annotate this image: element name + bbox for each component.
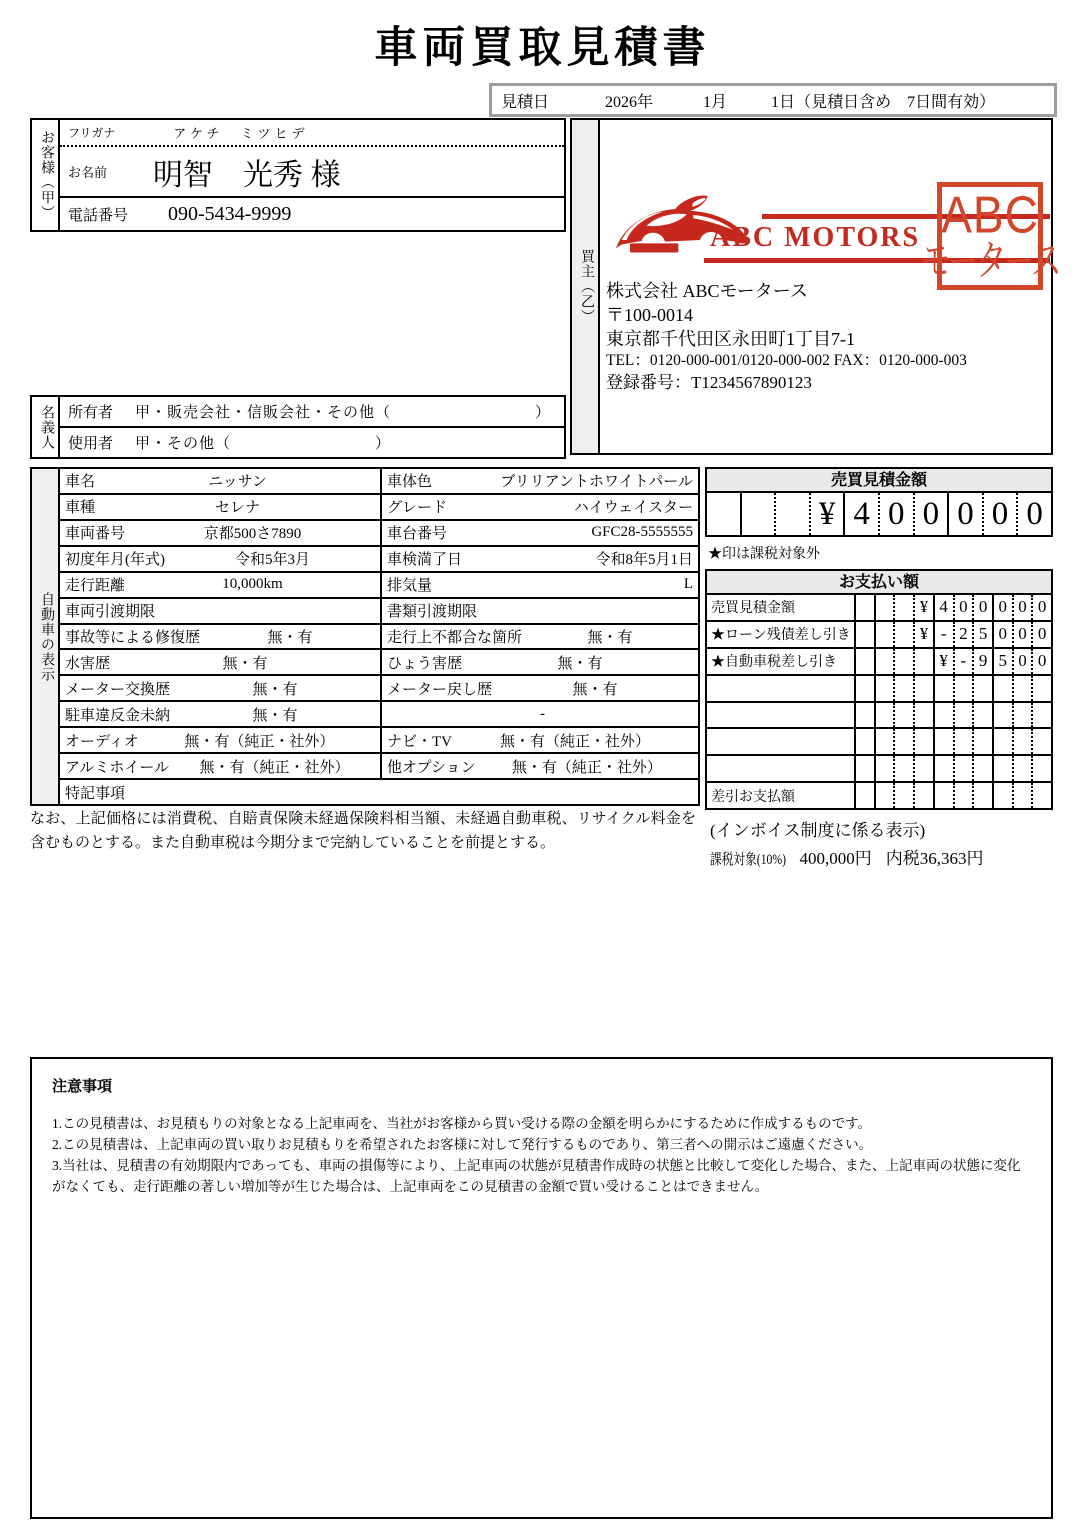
- payment-digit-cell: [915, 783, 935, 808]
- payment-digit-cell: 0: [1014, 649, 1034, 674]
- payment-digit-cell: 0: [1037, 624, 1047, 644]
- vehicle-field-label: 車名: [65, 474, 96, 491]
- payments-table: [705, 593, 1053, 810]
- estimate-amount-cell: 0: [880, 493, 915, 535]
- payment-digit-cell: 4: [935, 595, 955, 620]
- payment-digit-cell: [856, 622, 876, 647]
- payment-row: [707, 620, 1051, 647]
- payment-digit-cell: [955, 676, 975, 701]
- payment-digit-cell: [935, 729, 955, 754]
- vehicle-row: [60, 648, 698, 674]
- payment-digit-cell: [856, 595, 876, 620]
- vehicle-field-label: 車両番号: [65, 526, 126, 543]
- vehicle-field-label: グレード: [387, 500, 448, 517]
- payment-digit-cell: 0: [1037, 651, 1047, 671]
- name-label: お名前: [68, 165, 108, 180]
- estimate-date-box: [489, 83, 1057, 117]
- payment-digit-cell: [955, 703, 975, 728]
- payment-digit-cell: [876, 649, 896, 674]
- payment-row: [707, 595, 1051, 620]
- company-logo-text: ABC MOTORS: [710, 222, 921, 253]
- payment-digit-cell: [994, 703, 1014, 728]
- user-row: [60, 428, 564, 457]
- payment-digit-cell: ¥: [935, 649, 955, 674]
- payment-digit-cell: [1014, 756, 1034, 781]
- payment-digit-cell: [974, 703, 994, 728]
- vehicle-field-value: 無・有（純正・社外）: [199, 759, 350, 776]
- payment-digit-cell: [915, 649, 935, 674]
- payment-digit-cell: [994, 756, 1014, 781]
- vehicle-field-label: 駐車違反金未納: [65, 707, 171, 724]
- vehicle-row: [60, 597, 698, 623]
- tax-base-amount: 400,000円: [799, 849, 872, 868]
- payment-digit-cell: 0: [994, 595, 1014, 620]
- payment-digit-cell: ¥: [915, 595, 935, 620]
- payment-digit-cell: [876, 703, 896, 728]
- payment-digit-cell: ¥: [915, 622, 935, 647]
- notices-title: 注意事項: [52, 1079, 113, 1095]
- vehicle-row: [60, 545, 698, 571]
- estimate-amount-cell: 0: [984, 493, 1019, 535]
- payment-digit-cell: [935, 783, 955, 808]
- payment-digit-cell: [915, 703, 935, 728]
- payment-digit-cell: [1014, 729, 1034, 754]
- payment-digit-cell: -: [955, 649, 975, 674]
- vehicle-field-value: 京都500さ7890: [203, 526, 302, 543]
- customer-name-row: [60, 147, 564, 198]
- notice-item: 1.この見積書は、お見積もりの対象となる上記車両を、当社がお客様から買い受ける際の金額を明らかにするために作成するものです。: [52, 1116, 872, 1131]
- customer-name: 明智 光秀 様: [153, 158, 341, 192]
- vehicle-field-label: メーター戻し歴: [387, 681, 493, 698]
- payment-row: [707, 781, 1051, 808]
- payment-digit-cell: [974, 729, 994, 754]
- vehicle-field-value: 令和5年3月: [234, 552, 310, 569]
- payment-digit-cell: [876, 783, 896, 808]
- notice-items: [52, 1114, 1031, 1198]
- customer-phone: 090-5434-9999: [168, 202, 292, 225]
- payments-header: お支払い額: [705, 569, 1053, 595]
- payment-row-label: ★自動車税差し引き: [707, 649, 856, 674]
- payment-row: [707, 701, 1051, 728]
- vehicle-field-value: ニッサン: [208, 474, 267, 491]
- estimate-amount-header: 売買見積金額: [705, 467, 1053, 493]
- payment-digit-cell: [876, 622, 896, 647]
- payment-digit-cell: 5: [974, 622, 994, 647]
- vehicle-row: [60, 493, 698, 519]
- vehicle-field-value: 令和8年5月1日: [595, 552, 693, 569]
- payment-digit-cell: [955, 729, 975, 754]
- vehicle-field-value: 無・有: [572, 681, 618, 698]
- notice-item: 3.当社は、見積書の有効期限内であっても、車両の損傷等により、上記車両の状態が見積書作成時の状態と比較して変化した場合、また、上記車両の状態に変化がなくても、走行距離の著しい増加等が生じた場合は、上記車両をこの見積書の金額で買い受けることはできません。: [52, 1157, 1021, 1194]
- payment-digit-cell: [1014, 676, 1034, 701]
- payment-digit-cell: [895, 783, 915, 808]
- payment-digit-cell: [856, 649, 876, 674]
- payment-row-label: 売買見積金額: [707, 595, 856, 620]
- vehicle-field-label: アルミホイール: [65, 759, 170, 776]
- payment-digit-cell: [895, 649, 915, 674]
- vehicle-row: [60, 623, 698, 649]
- price-note: なお、上記価格には消費税、自賠責保険未経過保険料相当額、未経過自動車税、リサイクル料金を含むものとする。また自動車税は今期分まで完納していることを前提とする。: [30, 811, 696, 851]
- payment-digit-cell: [856, 729, 876, 754]
- payment-digit-cell: 5: [994, 649, 1014, 674]
- payment-digit-cell: [856, 783, 876, 808]
- payment-row-label: [707, 729, 856, 754]
- payment-row-label: [707, 703, 856, 728]
- payment-digit-cell: [876, 676, 896, 701]
- payment-row-label: [707, 676, 856, 701]
- vehicle-field-value: 10,000km: [222, 576, 283, 593]
- vehicle-field-value: 無・有: [222, 655, 268, 672]
- payment-row: [707, 674, 1051, 701]
- payment-digit-cell: [955, 783, 975, 808]
- estimate-date-validity: （見積日含め 7日間有効）: [795, 93, 996, 111]
- vehicle-row: [60, 469, 698, 493]
- vehicle-row: [60, 571, 698, 597]
- payment-digit-cell: [876, 756, 896, 781]
- payment-digit-cell: [1033, 756, 1051, 781]
- invoice-tax-line: [710, 844, 984, 869]
- estimate-date-month: 1月: [703, 93, 728, 111]
- payment-digit-cell: 0: [1014, 622, 1034, 647]
- company-seal: [920, 182, 1060, 290]
- buyer-company-name: 株式会社 ABCモータース: [606, 281, 808, 301]
- vehicle-row: [60, 700, 698, 726]
- payment-digit-cell: [876, 729, 896, 754]
- payment-digit-cell: -: [935, 622, 955, 647]
- customer-side-label: お客様（甲）: [32, 120, 60, 230]
- vehicle-field-label: 走行上不都合な箇所: [387, 629, 523, 646]
- payment-digit-cell: 0: [994, 622, 1014, 647]
- vehicle-row: [60, 674, 698, 700]
- payment-digit-cell: [876, 595, 896, 620]
- vehicle-field-value: ハイウェイスター: [573, 500, 693, 517]
- payment-digit-cell: [994, 676, 1014, 701]
- payment-digit-cell: [895, 729, 915, 754]
- invoice-heading: (インボイス制度に係る表示): [710, 821, 926, 840]
- vehicle-field-value: 無・有（純正・社外）: [184, 733, 335, 750]
- payment-digit-cell: [895, 595, 915, 620]
- phone-label: 電話番号: [68, 207, 129, 224]
- payment-digit-cell: [895, 703, 915, 728]
- payment-digit-cell: [1014, 703, 1034, 728]
- payment-digit-cell: [935, 703, 955, 728]
- vehicle-field-label: 水害歴: [65, 655, 111, 672]
- vehicle-field-label: 書類引渡期限: [387, 604, 478, 621]
- notices-section: [30, 1057, 1053, 1519]
- estimate-amount-cell: 0: [1026, 495, 1043, 532]
- user-value: 甲・その他（ ）: [135, 436, 392, 452]
- estimate-amount-cell: 0: [949, 493, 984, 535]
- payment-digit-cell: 0: [1014, 595, 1034, 620]
- notice-item: 2.この見積書は、上記車両の買い取りお見積もりを希望されたお客様に対して発行するものであり、第三者への開示はご遠慮ください。: [52, 1136, 873, 1152]
- vehicle-field-value: 無・有（純正・社外）: [499, 733, 650, 750]
- vehicle-field-label: 走行距離: [65, 578, 126, 595]
- estimate-amount-cell: 4: [845, 493, 880, 535]
- vehicle-field-label: ナビ・TV: [387, 733, 452, 750]
- payment-row: [707, 754, 1051, 781]
- payment-digit-cell: [935, 756, 955, 781]
- payment-digit-cell: [1033, 729, 1051, 754]
- vehicle-field-value: 無・有: [587, 629, 633, 646]
- vehicle-field-value: 無・有: [557, 655, 603, 672]
- buyer-address: 東京都千代田区永田町1丁目7-1: [606, 328, 855, 349]
- vehicle-field-value: ブリリアントホワイトパール: [500, 474, 693, 491]
- nameholder-side-label: 名義人: [32, 397, 60, 457]
- customer-furigana-row: [60, 120, 564, 147]
- payment-digit-cell: [935, 676, 955, 701]
- buyer-company-info: [606, 280, 967, 394]
- estimate-amount-cell: [776, 493, 811, 535]
- user-label: 使用者: [68, 436, 114, 452]
- estimate-amount-row: [705, 491, 1053, 537]
- vehicle-field-label: ひょう害歴: [387, 655, 463, 672]
- payment-digit-cell: [915, 729, 935, 754]
- vehicle-field-value: 無・有: [267, 629, 313, 646]
- payment-digit-cell: [1033, 783, 1051, 808]
- vehicle-field-label: 排気量: [387, 578, 433, 595]
- vehicle-field-value: 無・有: [252, 707, 298, 724]
- owner-label: 所有者: [68, 405, 114, 421]
- payment-row-label: ★ローン残債差し引き: [707, 622, 856, 647]
- nameholder-section: [30, 395, 566, 459]
- estimate-date-year: 2026年: [605, 93, 654, 111]
- tax-object-label: 課税対象(10%): [710, 852, 787, 868]
- owner-row: [60, 397, 564, 428]
- tax-exempt-note: ★印は課税対象外: [708, 547, 820, 562]
- payment-digit-cell: [895, 622, 915, 647]
- payment-digit-cell: 0: [1037, 597, 1047, 617]
- seal-line-2: モータース: [920, 237, 1060, 285]
- page-title: 車両買取見積書: [374, 25, 711, 72]
- payment-digit-cell: [974, 756, 994, 781]
- estimate-date-label: 見積日: [501, 93, 550, 111]
- vehicle-section: [30, 467, 700, 806]
- vehicle-field-value: GFC28-5555555: [591, 524, 693, 541]
- vehicle-field-value: セレナ: [215, 500, 261, 517]
- vehicle-field-label: 車種: [65, 500, 96, 517]
- payment-digit-cell: 0: [955, 595, 975, 620]
- vehicle-row: [60, 752, 698, 778]
- estimate-date-day: 1日: [771, 93, 796, 111]
- estimate-amount-cell: [707, 493, 742, 535]
- payment-digit-cell: [895, 756, 915, 781]
- payment-digit-cell: [955, 756, 975, 781]
- payment-digit-cell: [974, 676, 994, 701]
- buyer-registration-number: 登録番号：T1234567890123: [606, 372, 812, 392]
- tax-included-amount: 内税36,363円: [885, 849, 984, 868]
- payment-digit-cell: [974, 783, 994, 808]
- payment-digit-cell: [915, 676, 935, 701]
- payment-digit-cell: [1033, 703, 1051, 728]
- vehicle-field-label: 車体色: [387, 474, 433, 491]
- vehicle-field-label: メーター交換歴: [65, 681, 171, 698]
- vehicle-row: [60, 519, 698, 545]
- payment-row-label: [707, 756, 856, 781]
- furigana-label: フリガナ: [68, 126, 116, 140]
- payment-digit-cell: [856, 676, 876, 701]
- estimate-amount-cell: ¥: [811, 493, 846, 535]
- furigana-value: アケチ ミツヒデ: [173, 126, 309, 141]
- payment-row-label: 差引お支払額: [707, 783, 856, 808]
- payment-digit-cell: 9: [974, 649, 994, 674]
- vehicle-field-label: 車検満了日: [387, 552, 463, 569]
- buyer-side-label: 買主（乙）: [572, 120, 600, 453]
- vehicle-field-value: L: [683, 576, 693, 593]
- vehicle-side-label: 自動車の表示: [32, 469, 60, 804]
- payment-digit-cell: 0: [974, 595, 994, 620]
- vehicle-field-value: -: [540, 705, 545, 722]
- owner-value: 甲・販売会社・信販会社・その他（ ）: [135, 405, 552, 421]
- estimate-amount-cell: 0: [915, 493, 950, 535]
- vehicle-field-label: 他オプション: [387, 759, 476, 776]
- vehicle-field-label: 車両引渡期限: [65, 604, 156, 621]
- vehicle-field-value: 無・有: [252, 681, 298, 698]
- seal-line-1: ABC: [941, 185, 1039, 244]
- estimate-amount-cell: [742, 493, 777, 535]
- payment-digit-cell: [895, 676, 915, 701]
- payment-digit-cell: [1014, 783, 1034, 808]
- payment-digit-cell: [994, 783, 1014, 808]
- vehicle-field-label: オーディオ: [65, 733, 139, 750]
- buyer-section: [570, 118, 1060, 455]
- buyer-tel-fax: TEL：0120-000-001/0120-000-002 FAX：0120-000-003: [606, 352, 967, 370]
- buyer-postal-code: 〒100-0014: [606, 304, 693, 325]
- payment-digit-cell: [915, 756, 935, 781]
- vehicle-row: [60, 778, 698, 804]
- vehicle-field-value: 無・有（純正・社外）: [511, 759, 662, 776]
- vehicle-row: [60, 726, 698, 752]
- customer-section: [30, 118, 566, 232]
- payment-row: [707, 647, 1051, 674]
- payment-digit-cell: [856, 703, 876, 728]
- vehicle-field-label: 事故等による修復歴: [65, 629, 201, 646]
- vehicle-field-label: 特記事項: [65, 785, 126, 802]
- vehicle-table: [60, 469, 698, 804]
- payment-digit-cell: [1033, 676, 1051, 701]
- payment-row: [707, 727, 1051, 754]
- payment-digit-cell: 2: [955, 622, 975, 647]
- payment-digit-cell: [994, 729, 1014, 754]
- vehicle-field-label: 初度年月(年式): [65, 552, 165, 569]
- vehicle-field-label: 車台番号: [387, 526, 448, 543]
- payment-digit-cell: [856, 756, 876, 781]
- customer-phone-row: [60, 198, 564, 230]
